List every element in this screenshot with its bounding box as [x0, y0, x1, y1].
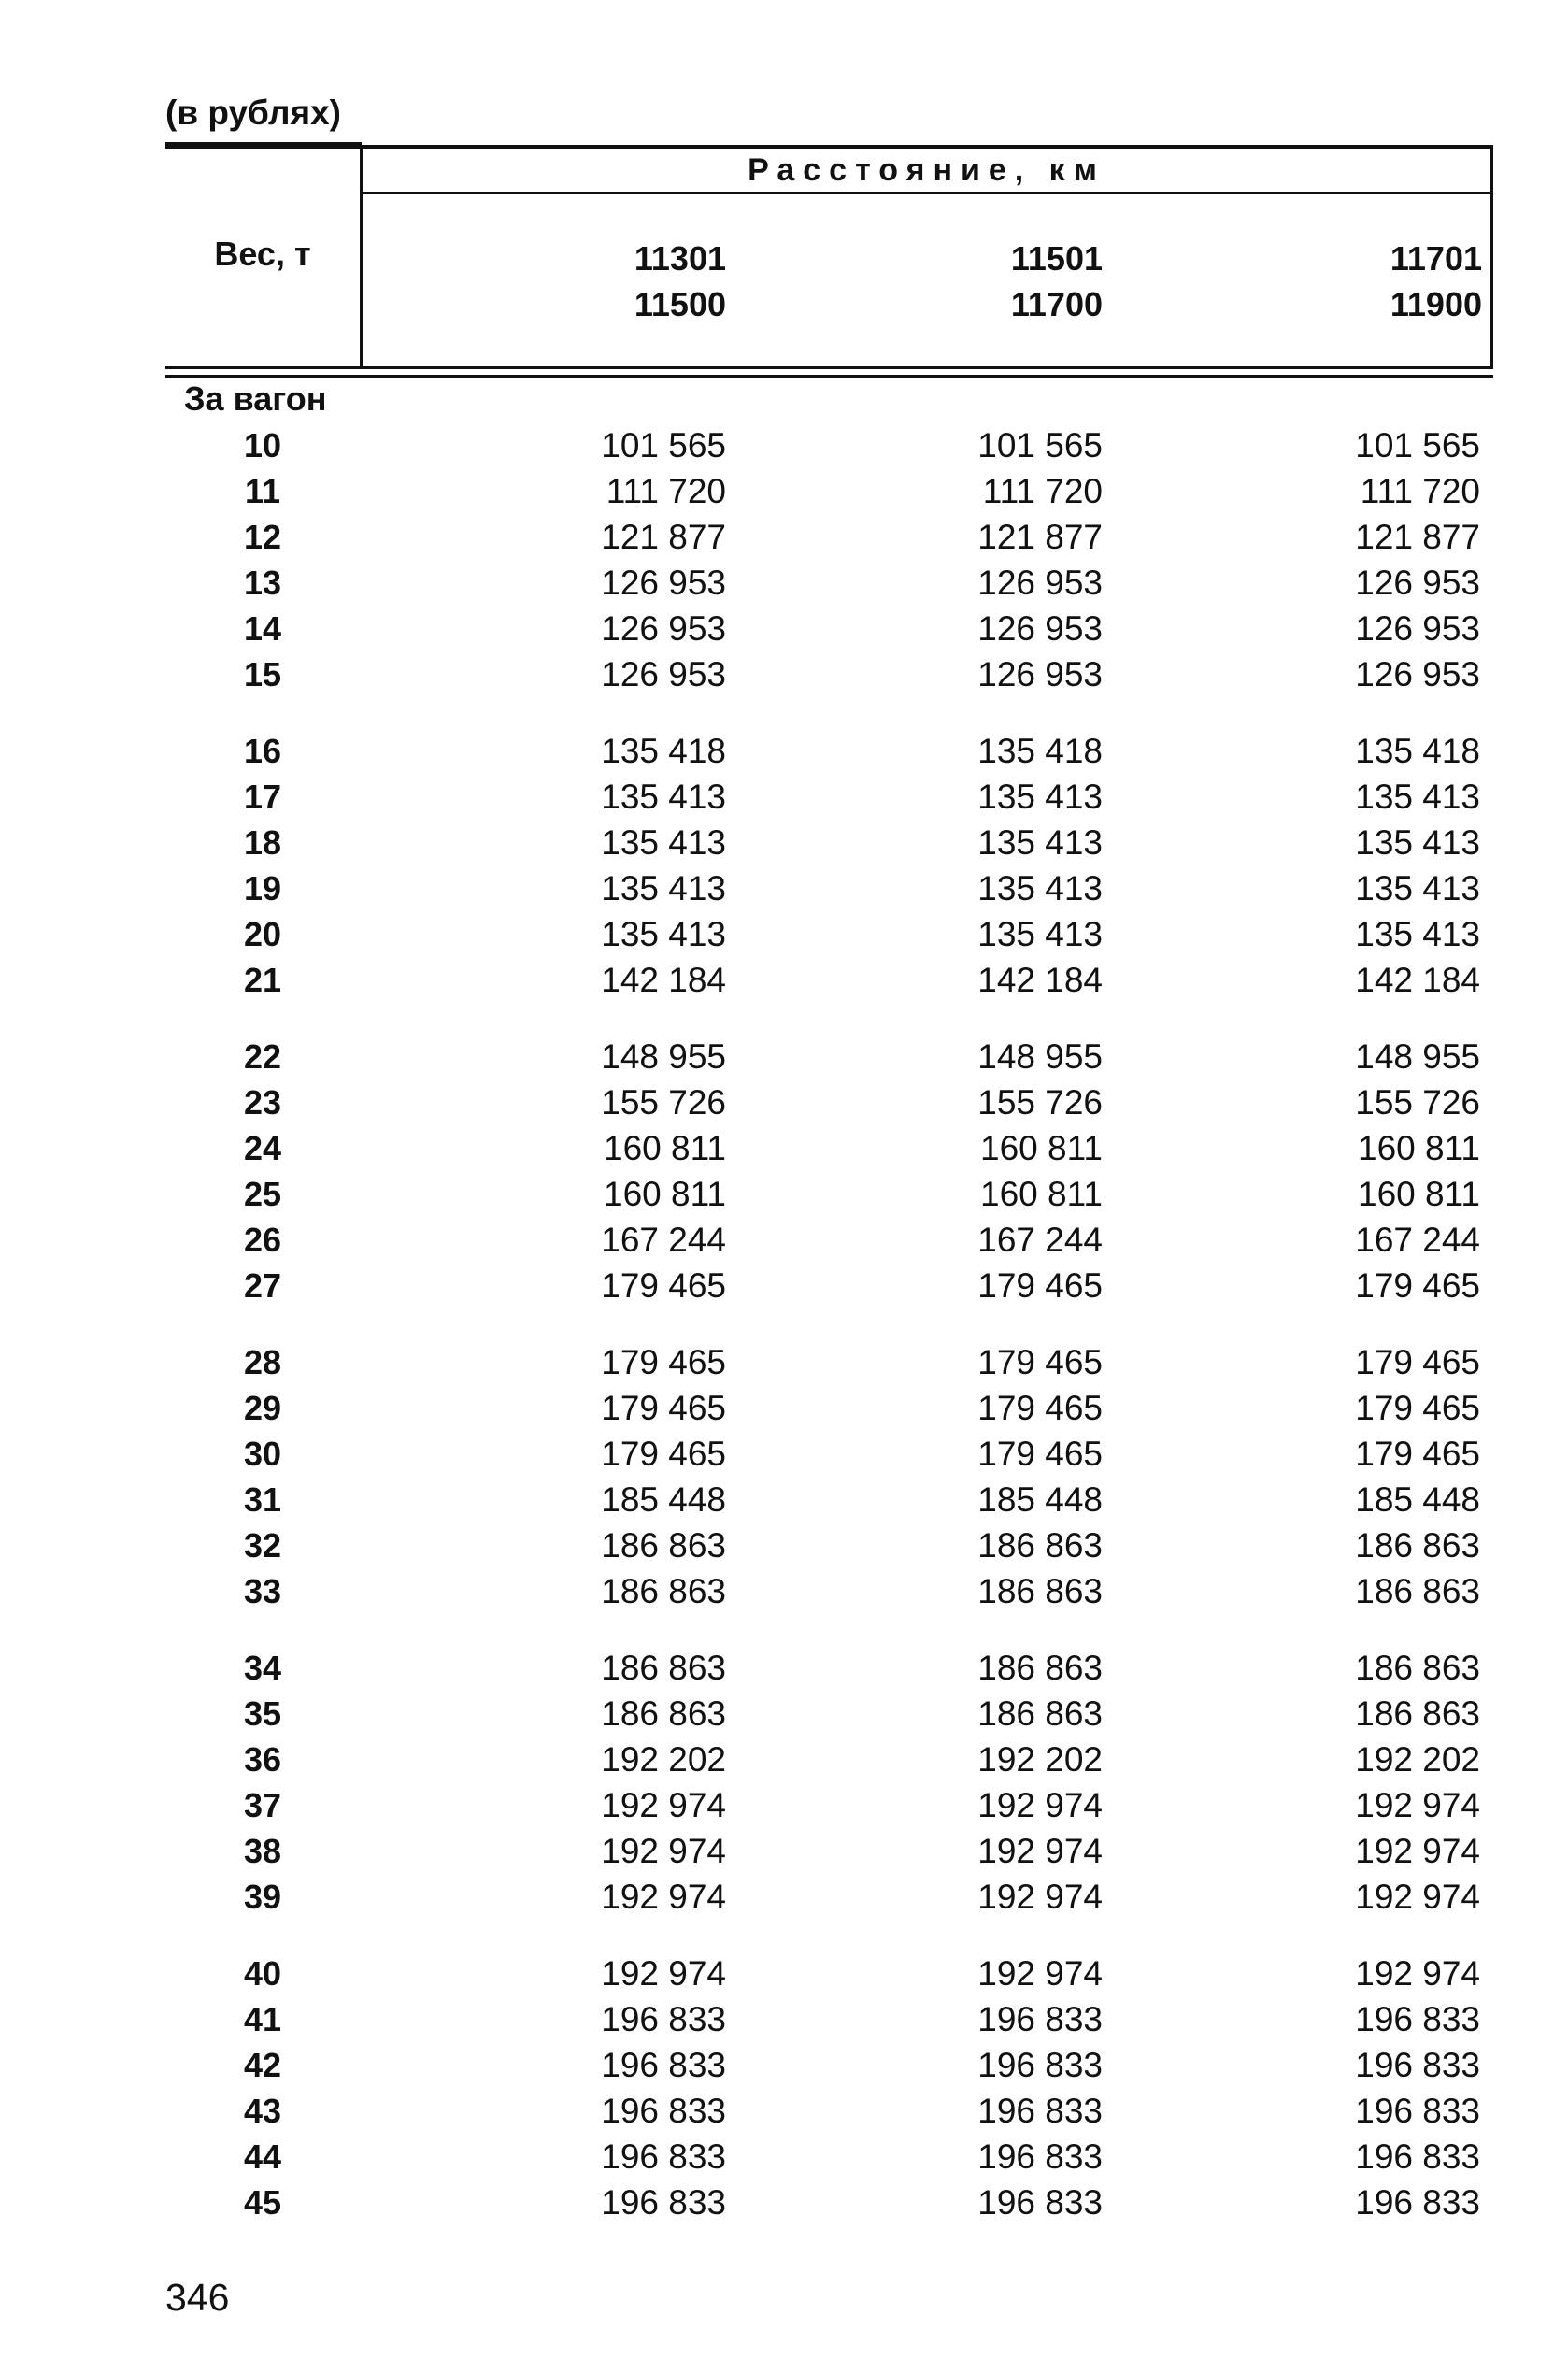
value-cell: 192 974	[601, 1832, 726, 1870]
weight-cell: 13	[243, 564, 282, 602]
table-row	[0, 1431, 1568, 1477]
weight-cell: 23	[243, 1083, 282, 1122]
table-row	[0, 651, 1568, 697]
value-cell: 196 833	[977, 2137, 1103, 2176]
value-cell: 186 863	[601, 1572, 726, 1610]
weight-cell: 18	[243, 823, 282, 862]
value-cell: 192 974	[1355, 1786, 1480, 1824]
value-cell: 186 863	[1355, 1649, 1480, 1687]
weight-cell: 15	[243, 655, 282, 693]
table-row	[0, 606, 1568, 651]
value-cell: 135 413	[601, 869, 726, 908]
value-cell: 196 833	[601, 2092, 726, 2130]
value-cell: 196 833	[977, 2183, 1103, 2222]
table-row	[0, 1217, 1568, 1263]
distance-title: Расстояние, км	[748, 152, 1105, 188]
value-cell: 179 465	[977, 1266, 1103, 1305]
weight-cell: 45	[243, 2183, 282, 2222]
value-cell: 135 413	[1355, 823, 1480, 862]
value-cell: 192 974	[1355, 1954, 1480, 1993]
value-cell: 192 974	[601, 1878, 726, 1916]
value-cell: 121 877	[1355, 518, 1480, 556]
weight-cell: 44	[243, 2137, 282, 2176]
weight-cell: 39	[243, 1878, 282, 1916]
value-cell: 192 974	[977, 1832, 1103, 1870]
value-cell: 135 418	[601, 732, 726, 770]
weight-cell: 12	[243, 518, 282, 556]
header-bottom-rule-second	[165, 375, 1493, 378]
value-cell: 121 877	[601, 518, 726, 556]
weight-cell: 26	[243, 1221, 282, 1259]
section-label: За вагон	[184, 379, 327, 418]
value-cell: 196 833	[977, 2092, 1103, 2130]
value-cell: 185 448	[601, 1480, 726, 1519]
value-cell: 192 974	[1355, 1832, 1480, 1870]
table-row	[0, 1951, 1568, 1996]
value-cell: 196 833	[601, 2137, 726, 2176]
table-row	[0, 1568, 1568, 1614]
weight-cell: 10	[243, 426, 282, 465]
value-cell: 135 413	[977, 915, 1103, 953]
table-row	[0, 2088, 1568, 2134]
value-cell: 179 465	[977, 1343, 1103, 1381]
value-cell: 185 448	[1355, 1480, 1480, 1519]
value-cell: 101 565	[601, 426, 726, 465]
table-row	[0, 1737, 1568, 1782]
value-cell: 148 955	[601, 1037, 726, 1076]
value-cell: 196 833	[1355, 2046, 1480, 2084]
value-cell: 111 720	[982, 472, 1103, 510]
table-row	[0, 728, 1568, 774]
header-bottom-rule	[165, 366, 1493, 369]
weight-cell: 16	[243, 732, 282, 770]
weight-cell: 31	[243, 1480, 282, 1519]
value-cell: 135 413	[601, 823, 726, 862]
page-number: 346	[165, 2276, 230, 2319]
value-cell: 192 974	[601, 1954, 726, 1993]
value-cell: 179 465	[1355, 1435, 1480, 1473]
value-cell: 186 863	[601, 1526, 726, 1565]
value-cell: 186 863	[601, 1694, 726, 1733]
value-cell: 160 811	[604, 1129, 726, 1167]
value-cell: 135 413	[977, 869, 1103, 908]
weight-cell: 19	[243, 869, 282, 908]
weight-cell: 40	[243, 1954, 282, 1993]
weight-cell: 11	[244, 472, 281, 510]
value-cell: 186 863	[977, 1694, 1103, 1733]
value-cell: 186 863	[1355, 1694, 1480, 1733]
weight-cell: 43	[243, 2092, 282, 2130]
value-cell: 135 418	[977, 732, 1103, 770]
distance-range-2	[822, 236, 1103, 327]
table-row	[0, 2042, 1568, 2088]
value-cell: 179 465	[1355, 1343, 1480, 1381]
table-row	[0, 1782, 1568, 1828]
value-cell: 160 811	[604, 1175, 726, 1213]
value-cell: 135 413	[1355, 778, 1480, 816]
value-cell: 126 953	[977, 564, 1103, 602]
value-cell: 196 833	[977, 2000, 1103, 2038]
value-cell: 192 974	[601, 1786, 726, 1824]
value-cell: 126 953	[977, 609, 1103, 648]
value-cell: 196 833	[1355, 2092, 1480, 2130]
weight-cell: 38	[243, 1832, 282, 1870]
value-cell: 186 863	[1355, 1572, 1480, 1610]
value-cell: 155 726	[1355, 1083, 1480, 1122]
distance-range-3	[1202, 236, 1482, 327]
unit-note: (в рублях)	[165, 93, 341, 132]
weight-cell: 21	[243, 961, 282, 999]
value-cell: 148 955	[977, 1037, 1103, 1076]
distance-range-1	[446, 236, 726, 327]
weight-cell: 36	[243, 1740, 282, 1779]
value-cell: 192 974	[977, 1954, 1103, 1993]
value-cell: 126 953	[1355, 655, 1480, 693]
value-cell: 186 863	[977, 1526, 1103, 1565]
value-cell: 196 833	[601, 2183, 726, 2222]
table-row	[0, 1874, 1568, 1920]
weight-cell: 32	[243, 1526, 282, 1565]
header-mid-rule	[360, 192, 1493, 194]
value-cell: 135 413	[601, 778, 726, 816]
value-cell: 101 565	[977, 426, 1103, 465]
value-cell: 196 833	[1355, 2137, 1480, 2176]
value-cell: 192 974	[977, 1786, 1103, 1824]
weight-cell: 34	[243, 1649, 282, 1687]
value-cell: 186 863	[977, 1572, 1103, 1610]
value-cell: 192 974	[1355, 1878, 1480, 1916]
table-row	[0, 1477, 1568, 1522]
table-row	[0, 560, 1568, 606]
table-row	[0, 1263, 1568, 1308]
value-cell: 126 953	[601, 609, 726, 648]
table-row	[0, 957, 1568, 1003]
range-from: 11701	[1390, 239, 1482, 278]
value-cell: 111 720	[606, 472, 726, 510]
value-cell: 179 465	[1355, 1266, 1480, 1305]
range-from: 11501	[1010, 239, 1103, 278]
weight-cell: 24	[243, 1129, 282, 1167]
value-cell: 179 465	[601, 1389, 726, 1427]
value-cell: 196 833	[601, 2046, 726, 2084]
table-row	[0, 1996, 1568, 2042]
table-row	[0, 820, 1568, 865]
header-top-rule	[165, 145, 1493, 149]
weight-cell: 22	[243, 1037, 282, 1076]
weight-cell: 17	[243, 778, 282, 816]
value-cell: 148 955	[1355, 1037, 1480, 1076]
weight-cell: 37	[243, 1786, 282, 1824]
value-cell: 179 465	[977, 1389, 1103, 1427]
range-to: 11500	[634, 285, 726, 323]
table-row	[0, 1079, 1568, 1125]
table-row	[0, 1828, 1568, 1874]
value-cell: 167 244	[1355, 1221, 1480, 1259]
value-cell: 160 811	[1358, 1175, 1480, 1213]
table-row	[0, 2134, 1568, 2180]
value-cell: 126 953	[977, 655, 1103, 693]
value-cell: 160 811	[980, 1129, 1103, 1167]
value-cell: 135 413	[601, 915, 726, 953]
weight-cell: 29	[243, 1389, 282, 1427]
value-cell: 192 974	[977, 1878, 1103, 1916]
value-cell: 126 953	[1355, 564, 1480, 602]
weight-cell: 35	[243, 1694, 282, 1733]
value-cell: 179 465	[601, 1435, 726, 1473]
value-cell: 167 244	[977, 1221, 1103, 1259]
value-cell: 196 833	[1355, 2183, 1480, 2222]
value-cell: 192 202	[977, 1740, 1103, 1779]
value-cell: 142 184	[1355, 961, 1480, 999]
value-cell: 167 244	[601, 1221, 726, 1259]
value-cell: 135 413	[1355, 915, 1480, 953]
value-cell: 142 184	[977, 961, 1103, 999]
value-cell: 160 811	[1358, 1129, 1480, 1167]
weight-cell: 28	[243, 1343, 282, 1381]
value-cell: 142 184	[601, 961, 726, 999]
weight-cell: 42	[243, 2046, 282, 2084]
value-cell: 192 202	[601, 1740, 726, 1779]
table-row	[0, 1522, 1568, 1568]
weight-cell: 27	[243, 1266, 282, 1305]
table-row	[0, 1125, 1568, 1171]
value-cell: 155 726	[601, 1083, 726, 1122]
value-cell: 135 418	[1355, 732, 1480, 770]
value-cell: 196 833	[977, 2046, 1103, 2084]
value-cell: 155 726	[977, 1083, 1103, 1122]
table-row	[0, 1339, 1568, 1385]
table-row	[0, 1034, 1568, 1079]
weight-cell: 25	[243, 1175, 282, 1213]
table-row	[0, 2180, 1568, 2225]
value-cell: 135 413	[977, 823, 1103, 862]
table-row	[0, 422, 1568, 468]
value-cell: 192 202	[1355, 1740, 1480, 1779]
table-row	[0, 865, 1568, 911]
table-row	[0, 774, 1568, 820]
value-cell: 126 953	[601, 655, 726, 693]
value-cell: 186 863	[977, 1649, 1103, 1687]
table-row	[0, 1385, 1568, 1431]
value-cell: 185 448	[977, 1480, 1103, 1519]
value-cell: 126 953	[601, 564, 726, 602]
value-cell: 160 811	[980, 1175, 1103, 1213]
range-to: 11900	[1390, 285, 1482, 323]
weight-cell: 41	[243, 2000, 282, 2038]
value-cell: 179 465	[977, 1435, 1103, 1473]
weight-cell: 30	[243, 1435, 282, 1473]
value-cell: 186 863	[1355, 1526, 1480, 1565]
weight-cell: 20	[243, 915, 282, 953]
value-cell: 196 833	[1355, 2000, 1480, 2038]
table-row	[0, 1691, 1568, 1737]
value-cell: 179 465	[601, 1343, 726, 1381]
value-cell: 135 413	[1355, 869, 1480, 908]
range-to: 11700	[1010, 285, 1103, 323]
value-cell: 121 877	[977, 518, 1103, 556]
range-from: 11301	[634, 239, 726, 278]
table-row	[0, 468, 1568, 514]
value-cell: 196 833	[601, 2000, 726, 2038]
value-cell: 135 413	[977, 778, 1103, 816]
value-cell: 126 953	[1355, 609, 1480, 648]
table-row	[0, 911, 1568, 957]
value-cell: 111 720	[1360, 472, 1480, 510]
table-row	[0, 1171, 1568, 1217]
table-row	[0, 1645, 1568, 1691]
weight-title: Вес, т	[214, 235, 311, 273]
table-row	[0, 514, 1568, 560]
value-cell: 179 465	[1355, 1389, 1480, 1427]
value-cell: 179 465	[601, 1266, 726, 1305]
weight-cell: 33	[243, 1572, 282, 1610]
value-cell: 186 863	[601, 1649, 726, 1687]
weight-cell: 14	[243, 609, 282, 648]
value-cell: 101 565	[1355, 426, 1480, 465]
